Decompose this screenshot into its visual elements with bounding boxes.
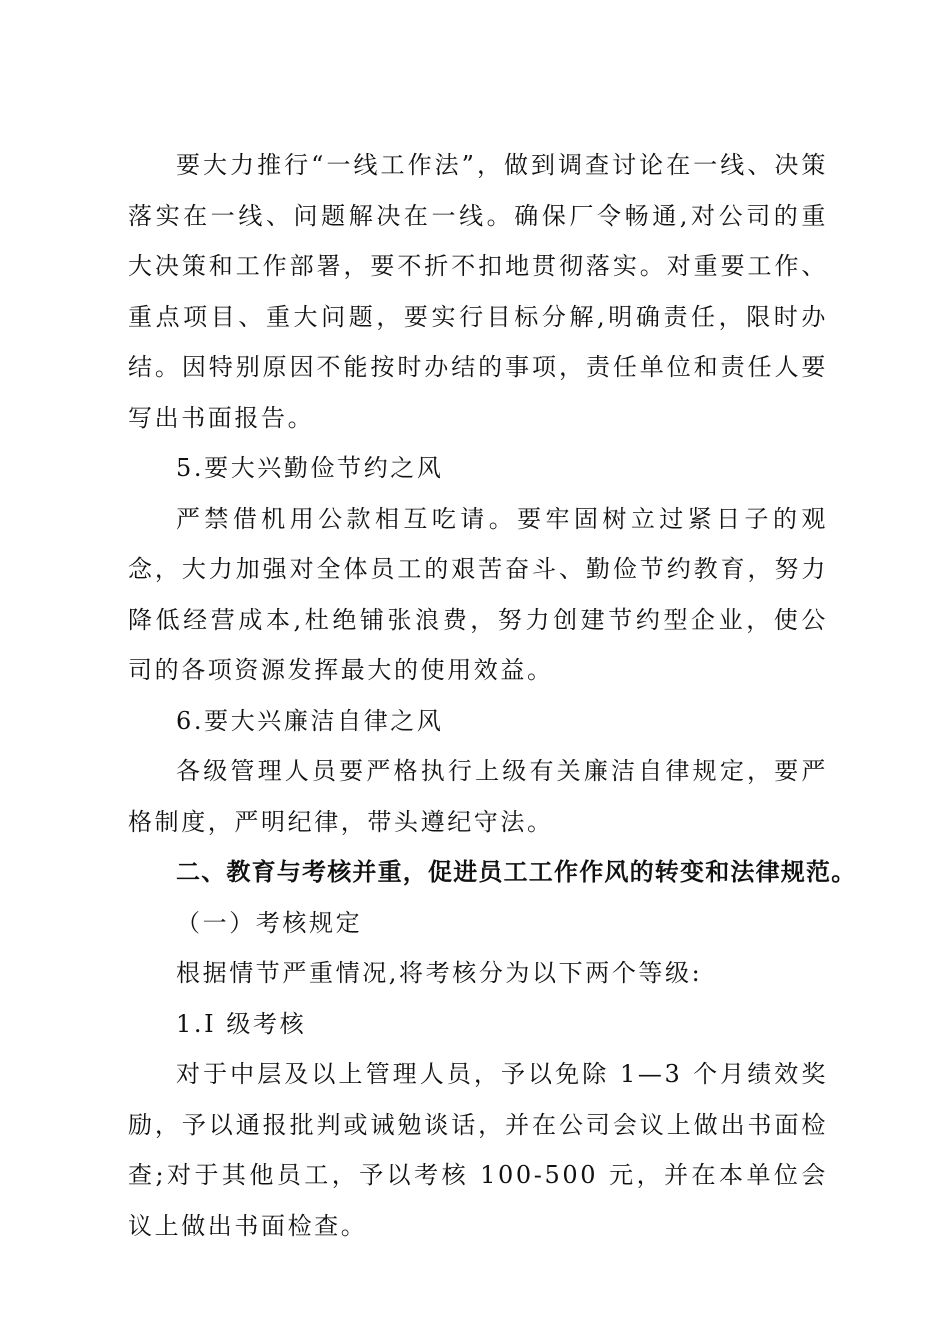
paragraph-level-one: 对于中层及以上管理人员，予以免除 1—3 个月绩效奖励，予以通报批判或诫勉谈话，并在公司会议上做出书面检查;对于其他员工，予以考核 100-500 元，并在本单位会议上做出书面检查。 xyxy=(128,1060,828,1240)
section-heading-education-assessment: 二、教育与考核并重，促进员工工作作风的转变和法律规范。 xyxy=(176,858,857,886)
paragraph-integrity: 各级管理人员要严格执行上级有关廉洁自律规定，要严格制度，严明纪律，带头遵纪守法。 xyxy=(128,757,828,836)
paragraph-thrift: 严禁借机用公款相互吃请。要牢固树立过紧日子的观念，大力加强对全体员工的艰苦奋斗、勤俭节约教育，努力降低经营成本,杜绝铺张浪费，努力创建节约型企业，使公司的各项资源发挥最大的使用效益。 xyxy=(128,504,828,684)
paragraph-first-line-work: 要大力推行“一线工作法”，做到调查讨论在一线、决策落实在一线、问题解决在一线。确保厂令畅通,对公司的重大决策和工作部署，要不折不扣地贯彻落实。对重要工作、重点项目、重大问题，要实行目标分解,明确责任，限时办结。因特别原因不能按时办结的事项，责任单位和责任人要写出书面报告。 xyxy=(128,151,828,432)
paragraph-assessment-levels: 根据情节严重情况,将考核分为以下两个等级: xyxy=(176,959,703,987)
document-body xyxy=(128,140,857,1251)
heading-thrift: 5.要大兴勤俭节约之风 xyxy=(176,454,444,482)
heading-level-one: 1.Ⅰ 级考核 xyxy=(176,1009,307,1038)
subheading-assessment-rules: （一）考核规定 xyxy=(176,908,363,937)
heading-integrity: 6.要大兴廉洁自律之风 xyxy=(176,706,444,735)
